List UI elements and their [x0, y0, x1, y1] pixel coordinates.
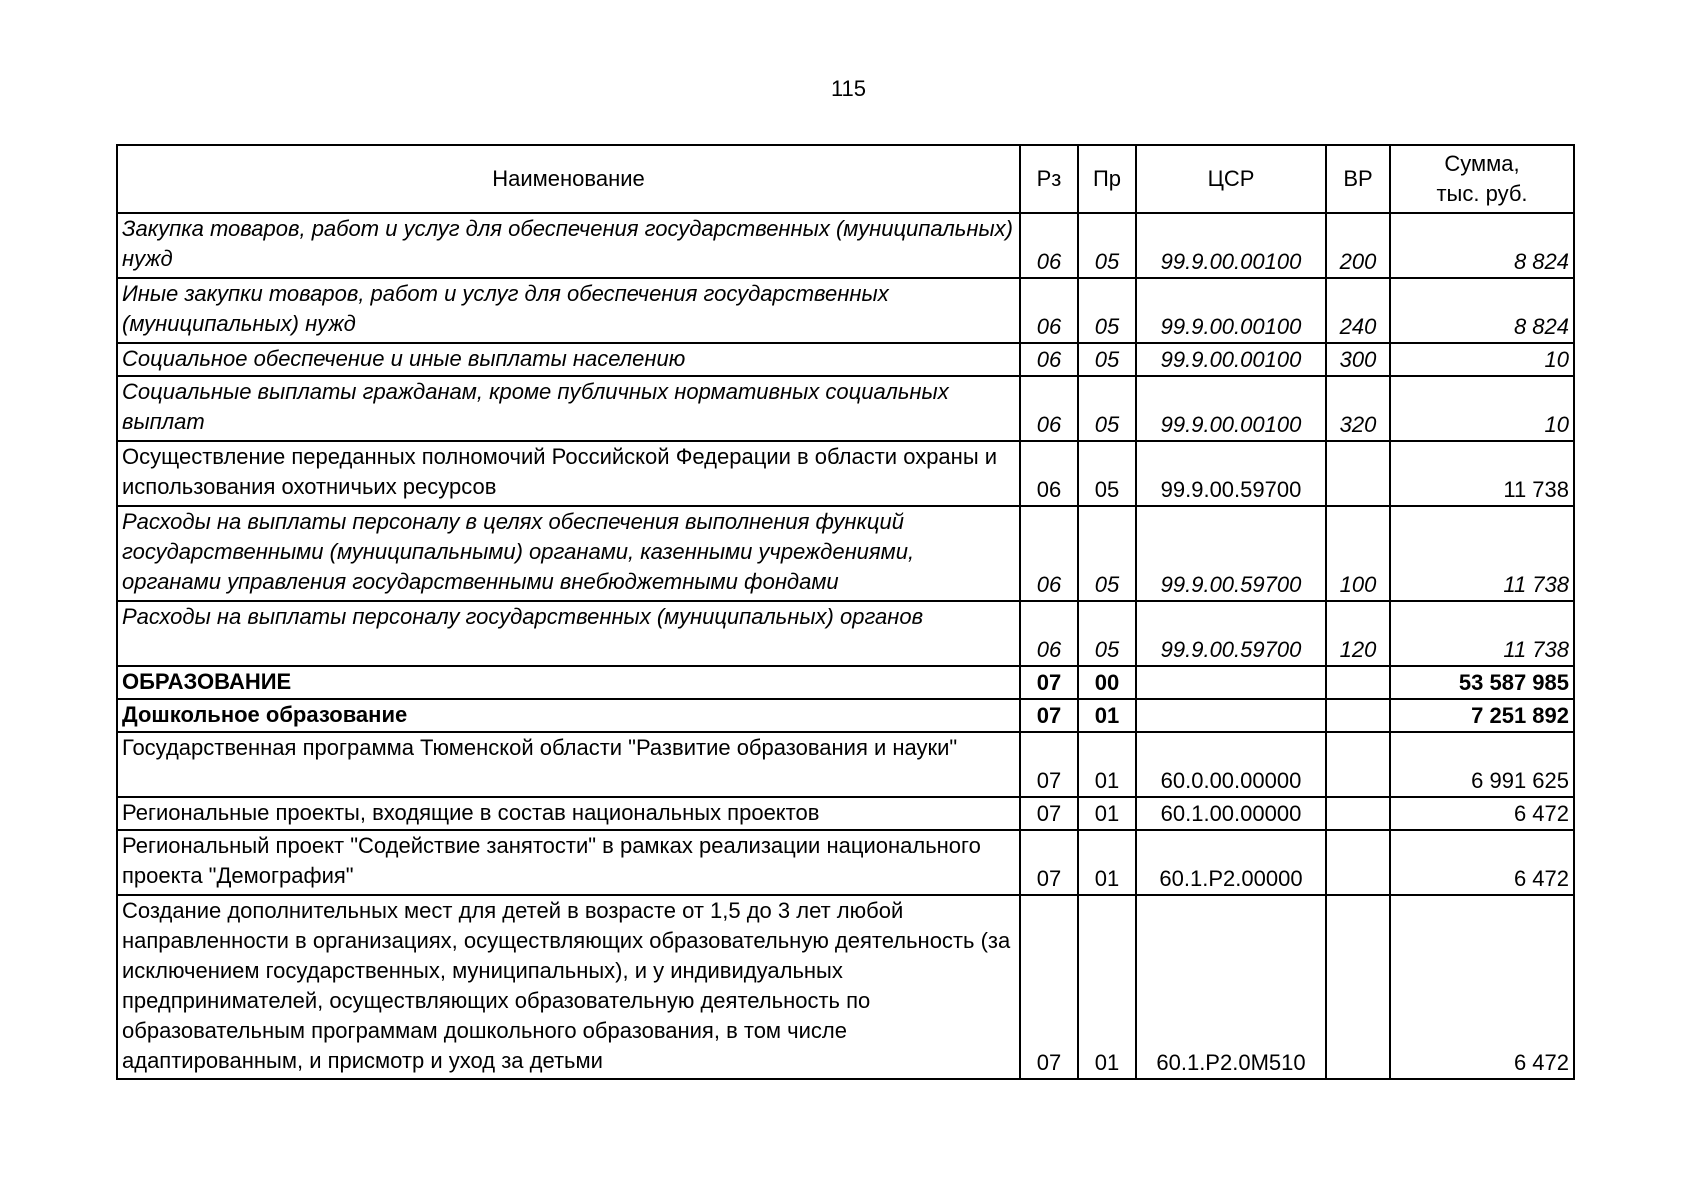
header-sum-line1: Сумма, [1444, 151, 1520, 176]
row-rz: 06 [1020, 441, 1078, 506]
row-sum: 10 [1390, 376, 1574, 441]
table-row [117, 666, 1574, 699]
budget-table [116, 144, 1575, 1080]
row-rz: 07 [1020, 895, 1078, 1079]
row-name: Закупка товаров, работ и услуг для обеспечения государственных (муниципальных) нужд [117, 213, 1020, 278]
row-name: Дошкольное образование [117, 699, 1020, 732]
row-vr [1326, 699, 1390, 732]
row-pr: 05 [1078, 343, 1136, 376]
table-row [117, 343, 1574, 376]
row-rz: 07 [1020, 732, 1078, 797]
row-vr [1326, 895, 1390, 1079]
row-sum: 6 472 [1390, 797, 1574, 830]
row-csr [1136, 699, 1326, 732]
row-rz: 06 [1020, 278, 1078, 343]
row-name: Расходы на выплаты персоналу государственных (муниципальных) органов [117, 601, 1020, 666]
row-sum: 11 738 [1390, 601, 1574, 666]
table-row [117, 441, 1574, 506]
header-sum [1390, 145, 1574, 213]
row-pr: 01 [1078, 895, 1136, 1079]
row-name: Расходы на выплаты персоналу в целях обеспечения выполнения функций государственными (муниципальными) органами, казенными учреждениями, органами управления государственными внебюджетными фондами [117, 506, 1020, 601]
row-vr [1326, 830, 1390, 895]
row-sum: 6 472 [1390, 895, 1574, 1079]
row-pr: 05 [1078, 376, 1136, 441]
row-csr: 60.1.00.00000 [1136, 797, 1326, 830]
row-rz: 06 [1020, 343, 1078, 376]
row-name: Региональный проект "Содействие занятости" в рамках реализации национального проекта "Демография" [117, 830, 1020, 895]
row-csr [1136, 666, 1326, 699]
row-csr: 60.0.00.00000 [1136, 732, 1326, 797]
row-name: Иные закупки товаров, работ и услуг для обеспечения государственных (муниципальных) нужд [117, 278, 1020, 343]
table-header-row [117, 145, 1574, 213]
row-sum: 10 [1390, 343, 1574, 376]
row-pr: 01 [1078, 797, 1136, 830]
row-vr: 240 [1326, 278, 1390, 343]
row-rz: 06 [1020, 601, 1078, 666]
row-pr: 05 [1078, 601, 1136, 666]
row-sum: 53 587 985 [1390, 666, 1574, 699]
table-row [117, 732, 1574, 797]
row-rz: 06 [1020, 376, 1078, 441]
row-csr: 99.9.00.00100 [1136, 278, 1326, 343]
table-row [117, 797, 1574, 830]
row-pr: 01 [1078, 699, 1136, 732]
row-pr: 05 [1078, 213, 1136, 278]
row-vr [1326, 666, 1390, 699]
header-sum-line2: тыс. руб. [1436, 181, 1528, 206]
row-sum: 6 991 625 [1390, 732, 1574, 797]
header-rz: Рз [1020, 145, 1078, 213]
row-name: Социальное обеспечение и иные выплаты населению [117, 343, 1020, 376]
row-pr: 01 [1078, 732, 1136, 797]
row-rz: 06 [1020, 506, 1078, 601]
row-pr: 05 [1078, 441, 1136, 506]
table-row [117, 895, 1574, 1079]
row-name: Осуществление переданных полномочий Российской Федерации в области охраны и использования охотничьих ресурсов [117, 441, 1020, 506]
row-csr: 60.1.P2.00000 [1136, 830, 1326, 895]
row-vr: 300 [1326, 343, 1390, 376]
row-sum: 8 824 [1390, 278, 1574, 343]
row-vr: 200 [1326, 213, 1390, 278]
row-name: Государственная программа Тюменской области "Развитие образования и науки" [117, 732, 1020, 797]
row-vr: 320 [1326, 376, 1390, 441]
row-sum: 11 738 [1390, 506, 1574, 601]
row-sum: 6 472 [1390, 830, 1574, 895]
row-csr: 99.9.00.59700 [1136, 506, 1326, 601]
row-sum: 11 738 [1390, 441, 1574, 506]
row-csr: 99.9.00.59700 [1136, 601, 1326, 666]
row-pr: 05 [1078, 278, 1136, 343]
row-rz: 07 [1020, 666, 1078, 699]
table-row [117, 830, 1574, 895]
table-row [117, 601, 1574, 666]
row-rz: 06 [1020, 213, 1078, 278]
row-csr: 99.9.00.59700 [1136, 441, 1326, 506]
row-rz: 07 [1020, 830, 1078, 895]
table-row [117, 278, 1574, 343]
header-csr: ЦСР [1136, 145, 1326, 213]
row-csr: 99.9.00.00100 [1136, 343, 1326, 376]
row-vr [1326, 732, 1390, 797]
row-name: Социальные выплаты гражданам, кроме публичных нормативных социальных выплат [117, 376, 1020, 441]
row-pr: 05 [1078, 506, 1136, 601]
row-vr [1326, 441, 1390, 506]
table-row [117, 376, 1574, 441]
header-name: Наименование [117, 145, 1020, 213]
row-pr: 01 [1078, 830, 1136, 895]
page-number: 115 [830, 76, 867, 101]
row-rz: 07 [1020, 699, 1078, 732]
table-row [117, 506, 1574, 601]
header-vr: ВР [1326, 145, 1390, 213]
row-rz: 07 [1020, 797, 1078, 830]
header-pr: Пр [1078, 145, 1136, 213]
row-name: Создание дополнительных мест для детей в возрасте от 1,5 до 3 лет любой направленности в организациях, осуществляющих образовательную деятельность (за исключением государственных, муниципальных), и у индивидуальных предпринимателей, осуществляющих образовательную деятельность по образовательным программам дошкольного образования, в том числе адаптированным, и присмотр и уход за детьми [117, 895, 1020, 1079]
row-vr: 100 [1326, 506, 1390, 601]
row-csr: 60.1.P2.0М510 [1136, 895, 1326, 1079]
row-pr: 00 [1078, 666, 1136, 699]
row-csr: 99.9.00.00100 [1136, 376, 1326, 441]
row-name: ОБРАЗОВАНИЕ [117, 666, 1020, 699]
row-sum: 7 251 892 [1390, 699, 1574, 732]
row-vr: 120 [1326, 601, 1390, 666]
row-csr: 99.9.00.00100 [1136, 213, 1326, 278]
row-vr [1326, 797, 1390, 830]
table-row [117, 699, 1574, 732]
row-name: Региональные проекты, входящие в состав национальных проектов [117, 797, 1020, 830]
table-row [117, 213, 1574, 278]
row-sum: 8 824 [1390, 213, 1574, 278]
